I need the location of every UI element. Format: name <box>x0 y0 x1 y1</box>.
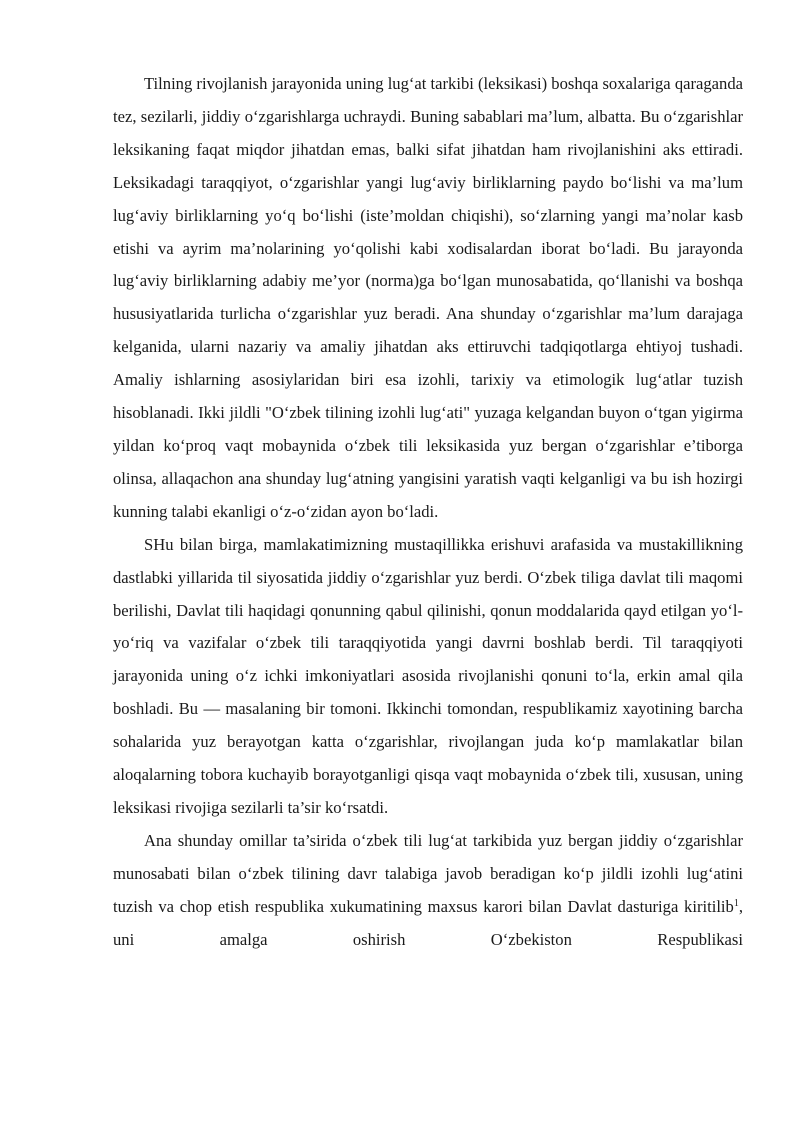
document-page <box>113 68 743 956</box>
paragraph-2: SHu bilan birga, mamlakatimizning mustaqillikka erishuvi arafasida va mustakillikning dastlabki yillarida til siyosatida jiddiy o‘zgarishlar yuz berdi. O‘zbek tiliga davlat tili maqomi berilishi, Davlat tili haqidagi qonunning qabul qilinishi, qonun moddalarida qayd etilgan yo‘l-yo‘riq va vazifalar o‘zbek tili taraqqiyotida yangi davrni boshlab berdi. Til taraqqiyoti jarayonida uning o‘z ichki imkoniyatlari asosida rivojlanishi qonuni to‘la, erkin amal qila boshladi. Bu — masalaning bir tomoni. Ikkinchi tomondan, respublikamiz xayotining barcha sohalarida yuz berayotgan katta o‘zgarishlar, rivojlangan juda ko‘p mamlakatlar bilan aloqalarning tobora kuchayib borayotganligi qisqa vaqt mobaynida o‘zbek tili, xususan, uning leksikasi rivojiga sezilarli ta’sir ko‘rsatdi. <box>113 534 743 817</box>
footnote-mark[interactable]: 1 <box>733 897 739 909</box>
paragraph-3-text-after-note: , uni amalga oshirish O‘zbekiston Respublikasi <box>113 896 743 949</box>
paragraph-3-text-before-note: Ana shunday omillar ta’sirida o‘zbek tili lug‘at tarkibida yuz bergan jiddiy o‘zgarishlar munosabati bilan o‘zbek tilining davr talabiga javob beradigan ko‘p jildli izohli lug‘atini tuzish va chop etish respublika xukumatining maxsus karori bilan Davlat dasturiga kiritilib <box>113 830 743 916</box>
paragraph-1: Tilning rivojlanish jarayonida uning lug‘at tarkibi (leksikasi) boshqa soxalariga qaraganda tez, sezilarli, jiddiy o‘zgarishlarga uchraydi. Buning sabablari ma’lum, albatta. Bu o‘zgarishlar leksikaning faqat miqdor jihatdan emas, balki sifat jihatdan ham rivojlanishini aks ettiradi. Leksikadagi taraqqiyot, o‘zgarishlar yangi lug‘aviy birliklarning paydo bo‘lishi va ma’lum lug‘aviy birliklarning yo‘q bo‘lishi (iste’moldan chiqishi), so‘zlarning yangi ma’nolar kasb etishi va ayrim ma’nolarining yo‘qolishi kabi xodisalardan iborat bo‘ladi. Bu jarayonda lug‘aviy birliklarning adabiy me’yor (norma)ga bo‘lgan munosabatida, qo‘llanishi va boshqa hususiyatlarida turlicha o‘zgarishlar yuz beradi. Ana shunday o‘zgarishlar ma’lum darajaga kelganida, ularni nazariy va amaliy jihatdan aks ettiruvchi tadqiqotlarga ehtiyoj tushadi. Amaliy ishlarning asosiylaridan biri esa izohli, tarixiy va etimologik lug‘atlar tuzish hisoblanadi. Ikki jildli "O‘zbek tilining izohli lug‘ati" yuzaga kelgandan buyon o‘tgan yigirma yildan ko‘proq vaqt mobaynida o‘zbek tili leksikasida yuz bergan o‘zgarishlar e’tiborga olinsa, allaqachon ana shunday lug‘atning yangisini yaratish vaqti kelganligi va bu ish hozirgi kunning talabi ekanligi o‘z-o‘zidan ayon bo‘ladi. <box>113 74 743 521</box>
paragraph-3 <box>113 825 743 957</box>
